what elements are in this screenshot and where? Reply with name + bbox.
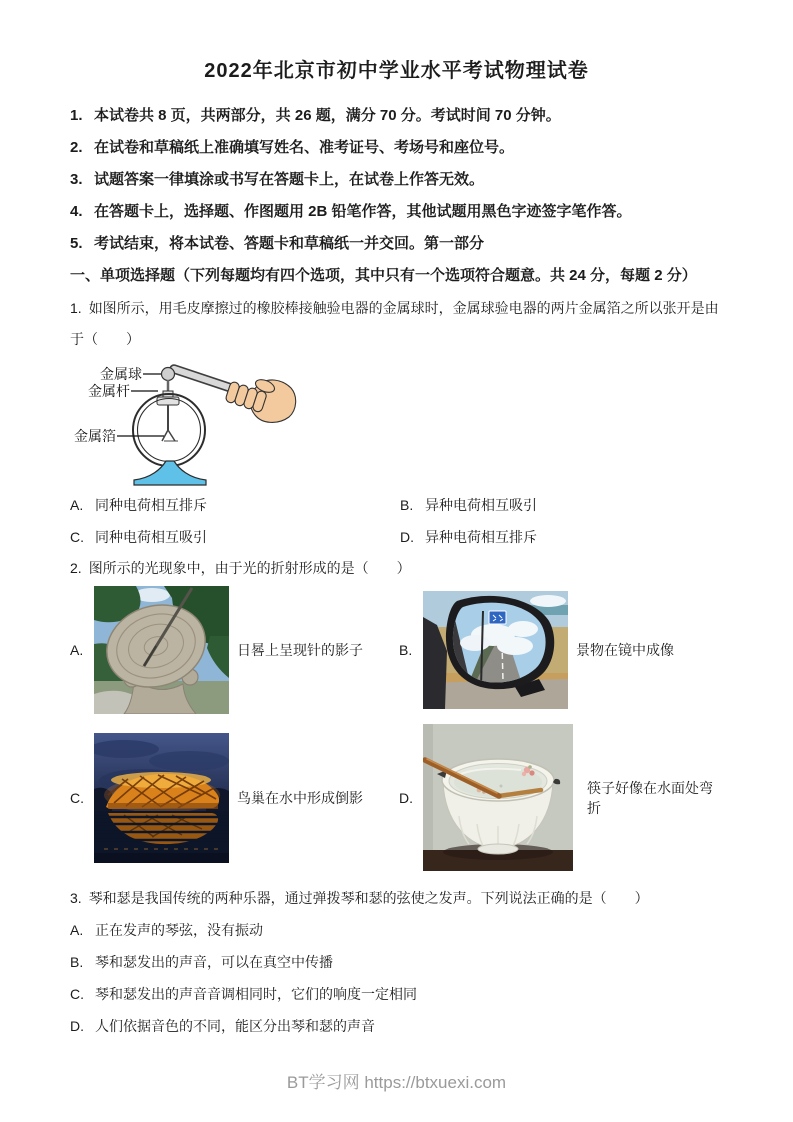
exam-instructions (70, 100, 723, 260)
option-c-label: C. (70, 789, 84, 806)
instruction-number: 1. (70, 107, 83, 124)
option-a: A. 正在发声的琴弦，没有振动 (70, 922, 263, 938)
hand (225, 377, 296, 422)
instruction-number: 4. (70, 203, 83, 220)
option-a: A. 同种电荷相互排斥 (70, 497, 207, 513)
option-d-caption: 筷子好像在水面处弯折 (587, 779, 713, 816)
instruction-text: 考试结束，将本试卷、答题卡和草稿纸一并交回。第一部分 (94, 235, 485, 252)
instruction-text: 在试卷和草稿纸上准确填写姓名、准考证号、考场号和座位号。 (94, 139, 515, 156)
option-b: B. 琴和瑟发出的声音，可以在真空中传播 (70, 954, 333, 970)
option-a-label: A. (70, 642, 84, 658)
option-c-caption: 鸟巢在水中形成倒影 (237, 789, 363, 806)
instruction-text: 试题答案一律填涂或书写在答题卡上，在试卷上作答无效。 (94, 171, 485, 188)
instruction-line-5 (70, 228, 723, 260)
instruction-number: 5. (70, 235, 83, 252)
question-1-options (70, 495, 723, 547)
metal-foils (162, 430, 178, 441)
instruction-text: 本试卷共 8 页，共两部分，共 26 题，满分 70 分。考试时间 70 分钟。 (94, 107, 561, 124)
option-d: D. 人们依据音色的不同，能区分出琴和瑟的声音 (70, 1018, 375, 1034)
car-mirror-photo (423, 591, 568, 709)
bowl-chopstick-photo (423, 724, 573, 871)
electroscope-figure (72, 357, 307, 489)
page-title: 2022年北京市初中学业水平考试物理试卷 (204, 60, 589, 82)
label-metal-rod: 金属杆 (88, 383, 130, 399)
question-number: 2. (70, 560, 82, 576)
section-heading: 一、单项选择题（下列每题均有四个选项，其中只有一个选项符合题意。共 24 分，每题 2 分） (70, 267, 697, 284)
question-2-row-cd (70, 724, 723, 871)
question-2 (70, 553, 723, 871)
question-2-text: 2. 图所示的光现象中，由于光的折射形成的是（ ） (70, 560, 411, 576)
question-number: 3. (70, 890, 82, 906)
option-c: C. 同种电荷相互吸引 (70, 529, 207, 545)
question-3 (70, 883, 723, 1042)
label-metal-ball: 金属球 (100, 366, 142, 382)
option-d: D. 异种电荷相互排斥 (400, 529, 537, 545)
instruction-text: 在答题卡上，选择题、作图题用 2B 铅笔作答，其他试题用黑色字迹签字笔作答。 (94, 203, 632, 220)
option-b: B. 异种电荷相互吸引 (400, 497, 537, 513)
label-metal-foil: 金属箔 (74, 428, 116, 444)
option-b-caption: 景物在镜中成像 (576, 642, 674, 658)
question-1 (70, 293, 723, 547)
question-1-text: 1. 如图所示，用毛皮摩擦过的橡胶棒接触验电器的金属球时，金属球验电器的两片金属箔之所以张开是由于（ ） (70, 300, 719, 347)
sundial-photo (94, 586, 229, 714)
option-c: C. 琴和瑟发出的声音音调相同时，它们的响度一定相同 (70, 986, 417, 1002)
instruction-number: 3. (70, 171, 83, 188)
birds-nest-photo (94, 733, 229, 863)
option-a-caption: 日晷上呈现针的影子 (237, 642, 363, 658)
option-b-label: B. (399, 642, 413, 658)
instruction-line-1 (70, 100, 723, 132)
question-number: 1. (70, 300, 82, 316)
option-d-label: D. (399, 789, 413, 806)
electroscope-base (134, 461, 206, 485)
question-2-row-ab (70, 586, 723, 714)
instruction-line-2 (70, 132, 723, 164)
question-3-options (70, 914, 723, 1042)
instruction-number: 2. (70, 139, 83, 156)
metal-ball (162, 368, 175, 381)
question-3-text: 3. 琴和瑟是我国传统的两种乐器，通过弹拨琴和瑟的弦使之发声。下列说法正确的是（ ） (70, 890, 649, 906)
instruction-line-3 (70, 164, 723, 196)
instruction-line-4 (70, 196, 723, 228)
footer-credit[interactable]: BT学习网 https://btxuexi.com (286, 1073, 507, 1092)
